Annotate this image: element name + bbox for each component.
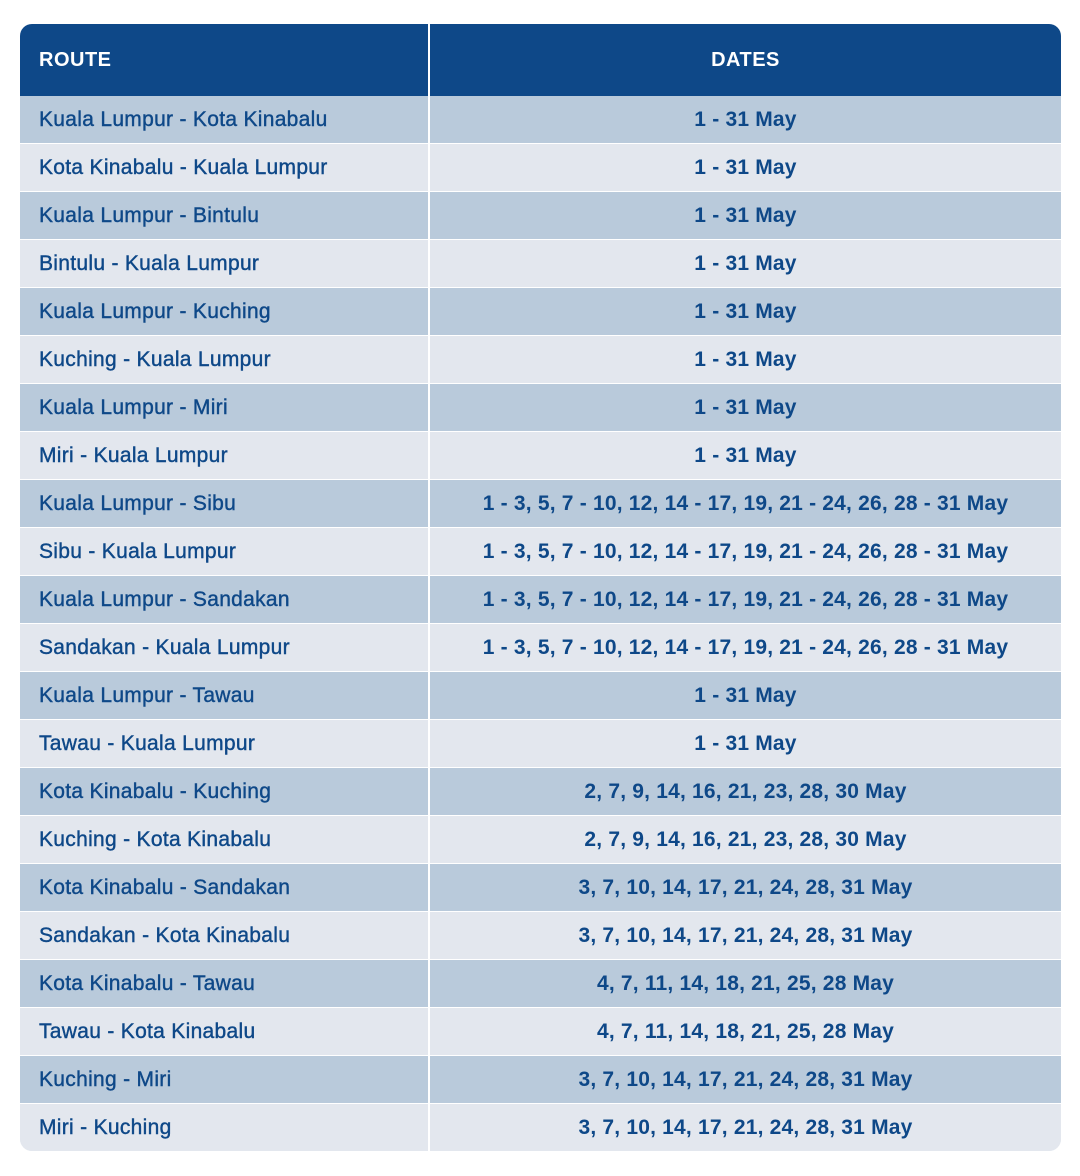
route-cell: Kuala Lumpur - Miri — [20, 384, 430, 431]
route-cell: Kuala Lumpur - Kota Kinabalu — [20, 96, 430, 143]
dates-cell: 2, 7, 9, 14, 16, 21, 23, 28, 30 May — [584, 827, 907, 851]
route-cell: Kuala Lumpur - Bintulu — [20, 192, 430, 239]
dates-cell: 3, 7, 10, 14, 17, 21, 24, 28, 31 May — [578, 1067, 913, 1091]
route-dates-table — [20, 24, 1061, 1151]
table-row — [20, 912, 1061, 960]
table-row — [20, 144, 1061, 192]
dates-cell: 1 - 3, 5, 7 - 10, 12, 14 - 17, 19, 21 - 24, 26, 28 - 31 May — [482, 635, 1009, 659]
route-cell: Kota Kinabalu - Sandakan — [20, 864, 430, 911]
route-cell: Kuala Lumpur - Kuching — [20, 288, 430, 335]
route-cell: Kuching - Miri — [20, 1056, 430, 1103]
route-cell: Sandakan - Kuala Lumpur — [20, 624, 430, 671]
table-row — [20, 960, 1061, 1008]
dates-cell: 1 - 31 May — [694, 731, 797, 755]
route-cell: Kuala Lumpur - Sibu — [20, 480, 430, 527]
route-cell: Tawau - Kuala Lumpur — [20, 720, 430, 767]
dates-cell: 1 - 3, 5, 7 - 10, 12, 14 - 17, 19, 21 - 24, 26, 28 - 31 May — [482, 491, 1009, 515]
route-cell: Kuching - Kota Kinabalu — [20, 816, 430, 863]
table-row — [20, 288, 1061, 336]
dates-cell: 1 - 31 May — [694, 251, 797, 275]
table-row — [20, 576, 1061, 624]
table-row — [20, 624, 1061, 672]
table-body — [20, 96, 1061, 1151]
route-cell: Kuala Lumpur - Sandakan — [20, 576, 430, 623]
dates-cell: 2, 7, 9, 14, 16, 21, 23, 28, 30 May — [584, 779, 907, 803]
route-cell: Miri - Kuching — [20, 1104, 430, 1151]
table-row — [20, 816, 1061, 864]
route-cell: Kota Kinabalu - Kuching — [20, 768, 430, 815]
dates-cell: 3, 7, 10, 14, 17, 21, 24, 28, 31 May — [578, 1115, 913, 1139]
dates-cell: 1 - 31 May — [694, 443, 797, 467]
table-header — [20, 24, 1061, 96]
route-cell: Kuala Lumpur - Tawau — [20, 672, 430, 719]
route-cell: Kota Kinabalu - Tawau — [20, 960, 430, 1007]
table-row — [20, 480, 1061, 528]
table-row — [20, 768, 1061, 816]
dates-cell: 3, 7, 10, 14, 17, 21, 24, 28, 31 May — [578, 923, 913, 947]
route-cell: Kota Kinabalu - Kuala Lumpur — [20, 144, 430, 191]
dates-cell: 1 - 31 May — [694, 683, 797, 707]
dates-cell: 1 - 31 May — [694, 107, 797, 131]
table-row — [20, 336, 1061, 384]
dates-cell: 1 - 31 May — [694, 299, 797, 323]
route-cell: Tawau - Kota Kinabalu — [20, 1008, 430, 1055]
dates-cell: 4, 7, 11, 14, 18, 21, 25, 28 May — [596, 1019, 895, 1043]
table-row — [20, 1008, 1061, 1056]
dates-cell: 1 - 31 May — [694, 203, 797, 227]
dates-cell: 1 - 31 May — [694, 347, 797, 371]
header-route: ROUTE — [20, 24, 430, 96]
route-cell: Miri - Kuala Lumpur — [20, 432, 430, 479]
table-row — [20, 1104, 1061, 1151]
table-row — [20, 192, 1061, 240]
table-row — [20, 96, 1061, 144]
table-row — [20, 528, 1061, 576]
dates-cell: 1 - 31 May — [694, 155, 797, 179]
table-row — [20, 1056, 1061, 1104]
route-cell: Sibu - Kuala Lumpur — [20, 528, 430, 575]
table-row — [20, 240, 1061, 288]
dates-cell: 4, 7, 11, 14, 18, 21, 25, 28 May — [596, 971, 895, 995]
route-cell: Kuching - Kuala Lumpur — [20, 336, 430, 383]
table-row — [20, 864, 1061, 912]
table-row — [20, 432, 1061, 480]
dates-cell: 1 - 3, 5, 7 - 10, 12, 14 - 17, 19, 21 - 24, 26, 28 - 31 May — [482, 587, 1009, 611]
dates-cell: 1 - 31 May — [694, 395, 797, 419]
dates-cell: 3, 7, 10, 14, 17, 21, 24, 28, 31 May — [578, 875, 913, 899]
header-dates: DATES — [711, 48, 780, 71]
route-cell: Bintulu - Kuala Lumpur — [20, 240, 430, 287]
table-row — [20, 384, 1061, 432]
dates-cell: 1 - 3, 5, 7 - 10, 12, 14 - 17, 19, 21 - 24, 26, 28 - 31 May — [482, 539, 1009, 563]
route-cell: Sandakan - Kota Kinabalu — [20, 912, 430, 959]
table-row — [20, 672, 1061, 720]
table-row — [20, 720, 1061, 768]
